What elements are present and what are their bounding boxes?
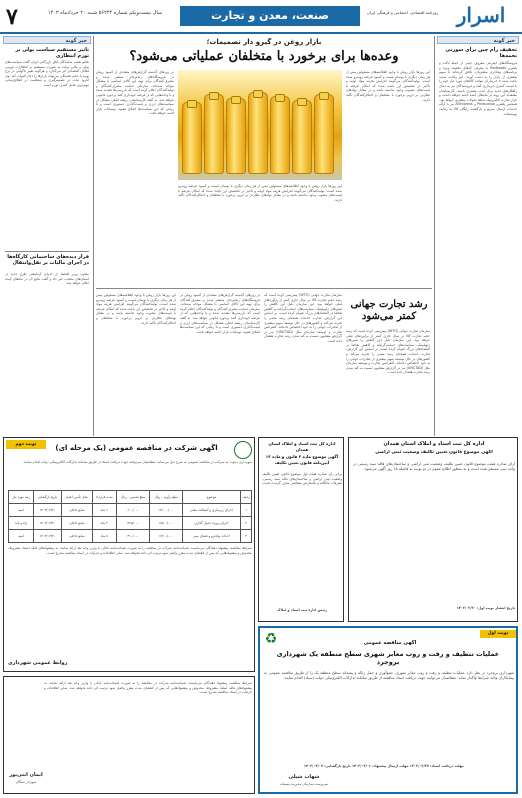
left-brief-band-label: خبر گونه: [65, 38, 87, 44]
tagline: روزنامه اقتصادی، اجتماعی و فرهنگی ایران: [366, 10, 439, 15]
table-cell: ۱۴۰۳/۰۳/۳۰: [34, 504, 62, 517]
tender-ad: [3, 437, 255, 672]
table-cell: ۶ ماه: [92, 504, 116, 517]
registry-notice-right: [348, 437, 518, 622]
cleaning-ad-dates: مهلت دریافت اسناد: ۱۴۰۳/۰۳/۲۷ مهلت ارسال پیشنهاد: ۱۴۰۳/۰۴/۰۶ تاریخ بازگشایی: ۱۴۰۳/۰۴/۰۷: [303, 764, 464, 768]
main-story-body-continued: این روزها بازار روغن با وجود اطلاعیه‌های مسئولین بیش از هر زمان دیگری با نوسان قیمت و کمبود عرضه روبه‌رو شده است. تولیدکنندگان می‌گویند افزایش هزینه مواد اولیه و تأخیر در تخصیص ارز باعث شده که امکان عرضه با قیمت‌های مصوب وجود نداشته باشد و در مقابل نهادهای نظارتی بر لزوم برخورد با متخلفان و احتکارکنندگان تأکید دارند.: [178, 184, 342, 202]
table-cell: منابع داخلی: [61, 504, 92, 517]
left-brief-column: [3, 36, 91, 431]
tender-ad-signoff: روابط عمومی شهرداری: [8, 660, 68, 666]
right-brief-column: [437, 36, 519, 426]
cleaning-ad-badge: نوبت اول: [480, 630, 516, 638]
left-brief-body-2: معاون وزیر اقتصاد از اجرای آزمایشی طرح جدید در استان‌های منتخب خبر داد و گفت نتایج آن در ماه‌های آینده اعلام خواهد شد.: [5, 272, 89, 286]
notice-right-footer: تاریخ انتشار نوبت اول: ۱۴۰۳/۰۳/۲۰: [456, 606, 515, 610]
notice-middle-body: برابر رأی صادره هیئت اول موضوع قانون تعیین تکلیف وضعیت ثبتی اراضی و ساختمان‌های فاقد سند رسمی، تصرفات مالکانه و بلامعارض متقاضی محرز گردیده است.: [262, 472, 342, 486]
municipality-emblem-icon: [234, 441, 252, 459]
left-brief-headline: تأثیر مستقیم سیاست پولی بر تورم انتظاری: [15, 47, 89, 59]
tender-ad-notes: شرایط مناقصه: پیشنهاد دهندگان می‌بایست ضمانت‌نامه شرکت در مناقصه را به صورت ضمانت‌نامه بانکی یا واریز وجه نقد ارائه نمایند. به پیشنهادهای فاقد امضا، مشروط، مخدوش و پیشنهادهایی که پس از انقضای مدت مقرر واصل شود ترتیب اثر داده نخواهد شد. سایر اطلاعات و جزئیات در اسناد مناقصه مندرج است.: [8, 546, 252, 555]
tender-header-cell: مدت قرارداد: [92, 491, 116, 504]
tender-header-cell: موضوع: [182, 491, 240, 504]
main-story-jump-2: این روزها بازار روغن با وجود اطلاعیه‌های مسئولین بیش از هر زمان دیگری با نوسان قیمت و کمبود عرضه روبه‌رو شده است. تولیدکنندگان می‌گویند افزایش هزینه مواد اولیه و تأخیر در تخصیص ارز باعث شده که امکان عرضه با قیمت‌های مصوب وجود نداشته باشد و در مقابل نهادهای نظارتی بر لزوم برخورد با متخلفان و احتکارکنندگان تأکید دارند.: [96, 293, 176, 325]
bottom-left-title: شهردار شنگان: [15, 780, 37, 784]
tender-ad-title: آگهی شرکت در مناقصه عمومی (یک مرحله ای): [55, 444, 218, 452]
issue-line: سال بیست‌ویکم شماره ۵۶۲۴۴ شنبه ۲۰ خردادماه ۱۴۰۳: [47, 10, 163, 16]
table-cell: ۶/۲۰۰/۰۰۰: [150, 530, 183, 543]
left-brief-subhead: فراز دیده‌های ساختمانی کارگاه‌ها در اجرای مالیات بر نقل‌وانتقال: [5, 251, 89, 266]
tender-ad-intro: شهرداری دعوت به شرکت در مناقصه عمومی به شرح ذیل می‌نماید. متقاضیان می‌توانند جهت دریافت اسناد از طریق سامانه تدارکات الکترونیکی دولت اقدام نمایند.: [22, 460, 252, 464]
main-story-kicker: بازار روغن در گیرو دار تصمیمات؛: [206, 38, 322, 46]
main-story-body: در روزهای گذشته گزارش‌های متعددی از کمبود روغن در فروشگاه‌های زنجیره‌ای منتشر شده و مصرف‌کنندگان برای تهیه این کالای اساسی با مشکل مواجه شده‌اند. سازمان حمایت مصرف‌کنندگان و تولیدکنندگان اعلام کرده است که بازرسی‌ها تشدید شده و با واحدهایی که از عرضه خودداری کنند برخورد قانونی خواهد شد. به گفته کارشناسان، ریشه اصلی مشکل در سیاست‌های ارزی و قیمت‌گذاری دستوری است و تا زمانی که این سیاست‌ها اصلاح نشود، نوسانات بازار ادامه خواهد یافت.: [96, 70, 174, 116]
table-cell: ۳۱۰/۰۰۰: [116, 530, 150, 543]
bottom-left-body: شرایط مناقصه: پیشنهاد دهندگان می‌بایست ضمانت‌نامه شرکت در مناقصه را به صورت ضمانت‌نامه بانکی یا واریز وجه نقد ارائه نمایند. به پیشنهادهای فاقد امضا، مشروط، مخدوش و پیشنهادهایی که پس از انقضای مدت مقرر واصل شود ترتیب اثر داده نخواهد شد. سایر اطلاعات و جزئیات در اسناد مناقصه مندرج است.: [44, 681, 252, 695]
cleaning-ad-title: عملیات تنظیف و رفت و روب معابر شهری سطح منطقه یک شهرداری بروجرد: [276, 650, 500, 666]
notice-right-subtitle: آگهی موضوع قانون تعیین تکلیف وضعیت ثبتی اراضی: [375, 450, 493, 455]
notice-middle-title: اداره کل ثبت اسناد و املاک استان همدان: [268, 441, 336, 452]
cleaning-ad-kicker: آگهی مناقصه عمومی: [363, 640, 417, 646]
section-title: صنعت، معدن و تجارت: [180, 6, 360, 26]
table-cell: ۸/۵۰۰/۰۰۰: [150, 517, 183, 530]
main-story-jump: در روزهای گذشته گزارش‌های متعددی از کمبود روغن در فروشگاه‌های زنجیره‌ای منتشر شده و مصرف‌کنندگان برای تهیه این کالای اساسی با مشکل مواجه شده‌اند. سازمان حمایت مصرف‌کنندگان و تولیدکنندگان اعلام کرده است که بازرسی‌ها تشدید شده و با واحدهایی که از عرضه خودداری کنند برخورد قانونی خواهد شد. به گفته کارشناسان، ریشه اصلی مشکل در سیاست‌های ارزی و قیمت‌گذاری دستوری است و تا زمانی که این سیاست‌ها اصلاح نشود، نوسانات بازار ادامه خواهد یافت.: [180, 293, 260, 334]
table-row: [9, 517, 252, 530]
main-story-lead: این روزها بازار روغن با وجود اطلاعیه‌های مسئولین بیش از هر زمان دیگری با نوسان قیمت و کمبود عرضه روبه‌رو شده است. تولیدکنندگان می‌گویند افزایش هزینه مواد اولیه و تأخیر در تخصیص ارز باعث شده که امکان عرضه با قیمت‌های مصوب وجود نداشته باشد و در مقابل نهادهای نظارتی بر لزوم برخورد با متخلفان و احتکارکنندگان تأکید دارند.: [346, 70, 430, 102]
table-cell: ۱: [241, 504, 252, 517]
tender-header-cell: تاریخ بازگشایی: [34, 491, 62, 504]
table-row: [9, 530, 252, 543]
left-brief-body: عضو هیئت نمایندگان اتاق بازرگانی ایران گفت سیاست‌های پولی و مالی دولت به صورت مستقیم بر انتظارات تورمی فعالان اقتصادی اثر می‌گذارد و هرگونه تغییر ناگهانی در نرخ بهره یا حجم نقدینگی می‌تواند بازارها را دچار التهاب کند. وی افزود ثبات در تصمیم‌گیری و شفافیت در اطلاع‌رسانی مهم‌ترین عامل کنترل تورم است.: [5, 60, 89, 87]
column-divider: [93, 36, 94, 436]
table-cell: ۲: [241, 517, 252, 530]
table-cell: ابنیه: [9, 530, 34, 543]
cleaning-ad-signoff-title: سرپرست سازمان مدیریت پسماند: [279, 782, 329, 786]
newspaper-logo: اسرار: [456, 3, 506, 27]
cooking-oil-photo: [178, 70, 342, 180]
table-cell: ۱۴۰۳/۰۳/۳۰: [34, 530, 62, 543]
tender-ad-badge: نوبت دوم: [6, 440, 46, 449]
tender-table: [8, 490, 252, 543]
cleaning-tender-ad: [258, 626, 518, 794]
table-cell: ۱۲/۰۰۰/۰۰۰: [150, 504, 183, 517]
cleaning-ad-signoff: شهاب شیلی: [288, 774, 320, 780]
table-cell: منابع داخلی: [61, 517, 92, 530]
table-cell: احداث پیاده‌رو و فضای سبز: [182, 530, 240, 543]
table-cell: اجرای پروژه جدول گذاری: [182, 517, 240, 530]
tender-header-cell: محل تأمین اعتبار: [61, 491, 92, 504]
tender-header-cell: مبلغ برآورد - ریال: [150, 491, 183, 504]
table-cell: ۴۲۵/۰۰۰: [116, 517, 150, 530]
column-divider: [434, 36, 435, 436]
right-brief-headline: تخفیف رام چین برای سورتی تخمه‌ها: [445, 47, 517, 59]
tender-header-cell: مبلغ تضمین - ریال: [116, 491, 150, 504]
table-cell: منابع داخلی: [61, 530, 92, 543]
trade-story-body-col2: سازمان تجارت جهانی (WTO) پیش‌بینی کرده است که رشد حجم تجارت کالا در سال جاری کمتر از برآوردهای قبلی خواهد بود. این سازمان دلیل این کاهش را تنش‌های ژئوپلیتیک، سیاست‌های حمایت‌گرایانه و کاهش تقاضا در اقتصادهای بزرگ عنوان کرده است. بر اساس این گزارش، تجارت خدمات همچنان رشد مثبتی را تجربه می‌کند و کشورهای در حال توسعه سهم بیشتری از صادرات جهانی را به خود اختصاص داده‌اند. کنفرانس تجارت و توسعه سازمان ملل (UNCTAD) نیز در گزارش مشابهی نسبت به کند شدن رشد تجارت هشدار داده است.: [264, 293, 342, 343]
bottom-left-notice: [3, 676, 255, 794]
page-number: ۷: [6, 4, 18, 30]
bottom-left-name: ایمان آنتی‌پور: [9, 772, 43, 778]
table-cell: ۴ ماه: [92, 517, 116, 530]
table-row: [9, 504, 252, 517]
right-brief-band: [437, 36, 519, 44]
trade-story-headline: رشد تجارت جهانی کمتر می‌شود: [350, 299, 428, 322]
table-cell: ۳: [241, 530, 252, 543]
table-cell: ۶۰۰/۰۰۰: [116, 504, 150, 517]
table-cell: ۵ ماه: [92, 530, 116, 543]
notice-middle-subtitle: آگهی موضوع ماده ۳ قانون و ماده ۱۳ آیین‌نامه قانون تعیین تکلیف: [265, 454, 339, 465]
trade-story-body: سازمان تجارت جهانی (WTO) پیش‌بینی کرده است که رشد حجم تجارت کالا در سال جاری کمتر از برآوردهای قبلی خواهد بود. این سازمان دلیل این کاهش را تنش‌های ژئوپلیتیک، سیاست‌های حمایت‌گرایانه و کاهش تقاضا در اقتصادهای بزرگ عنوان کرده است. بر اساس این گزارش، تجارت خدمات همچنان رشد مثبتی را تجربه می‌کند و کشورهای در حال توسعه سهم بیشتری از صادرات جهانی را به خود اختصاص داده‌اند. کنفرانس تجارت و توسعه سازمان ملل (UNCTAD) نیز در گزارش مشابهی نسبت به کند شدن رشد تجارت هشدار داده است.: [346, 329, 430, 375]
tender-header-cell: رتبه مورد نیاز: [9, 491, 34, 504]
table-cell: ۱۴۰۳/۰۳/۳۰: [34, 517, 62, 530]
cleaning-ad-body: شهرداری بروجرد در نظر دارد عملیات تنظیف و رفت و روب معابر شهری، جمع‌آوری و حمل زباله و پسماند سطح منطقه یک را از طریق مناقصه عمومی به پیمانکاران واجد شرایط واگذار نماید. متقاضیان می‌توانند جهت دریافت اسناد مناقصه از طریق سامانه تدارکات الکترونیکی دولت (ستاد) اقدام نمایند.: [264, 670, 514, 680]
right-brief-body: فروشگاه‌های اینترنتی معروف چینی از جمله ناکت و پلتفرم Redboots با معرفی کدهای تخفیف ویژه و برنامه‌های وفاداری مشتریان، تلاش کرده‌اند تا سهم بیشتری از بازار را به دست آورند. این رقابت شدید باعث شده تا خریداران بتوانند کالاهای مورد نیاز خود را با قیمت کمتری خریداری کنند و فروشندگان نیز به دنبال راهکارهای جدید برای جذب مشتری باشند. کارشناسان معتقدند این روند در ماه‌های آینده ادامه خواهد داشت و بازار تجارت الکترونیک شاهد تحولات بیشتری خواهد بود. همچنین پلتفرم Pinduoduo و AliExpress نیز با ارائه خدمات ارسال سریع و بازگشت رایگان کالا به رقابت پیوسته‌اند.: [439, 61, 517, 116]
notice-right-title: اداره کل ثبت اسناد و املاک استان همدان: [383, 441, 485, 447]
table-cell: راه و باند: [9, 517, 34, 530]
masthead: [0, 0, 522, 34]
main-story-headline: وعده‌ها برای برخورد با متخلفان عملیاتی می‌شود؟: [129, 49, 399, 64]
tender-table-header: [9, 491, 252, 504]
table-cell: ابنیه: [9, 504, 34, 517]
notice-middle-footer: رئیس اداره ثبت اسناد و املاک: [277, 608, 327, 612]
trade-story: [96, 288, 432, 433]
right-brief-band-label: خبر گونه: [493, 38, 515, 44]
recycle-icon: ♻: [264, 631, 278, 647]
tender-header-cell: ردیف: [241, 491, 252, 504]
left-brief-band: [3, 36, 91, 44]
main-story: [96, 36, 432, 286]
notice-right-body: آرای صادره هیئت موضوع قانون تعیین تکلیف وضعیت ثبتی اراضی و ساختمان‌های فاقد سند رسمی در واحد ثبتی مستقر شده است و به منظور اطلاع عموم در دو نوبت به فاصله ۱۵ روز آگهی می‌شود.: [353, 462, 515, 471]
table-cell: اجرای زیرسازی و آسفالت معابر: [182, 504, 240, 517]
registry-notice-middle: [258, 437, 344, 622]
